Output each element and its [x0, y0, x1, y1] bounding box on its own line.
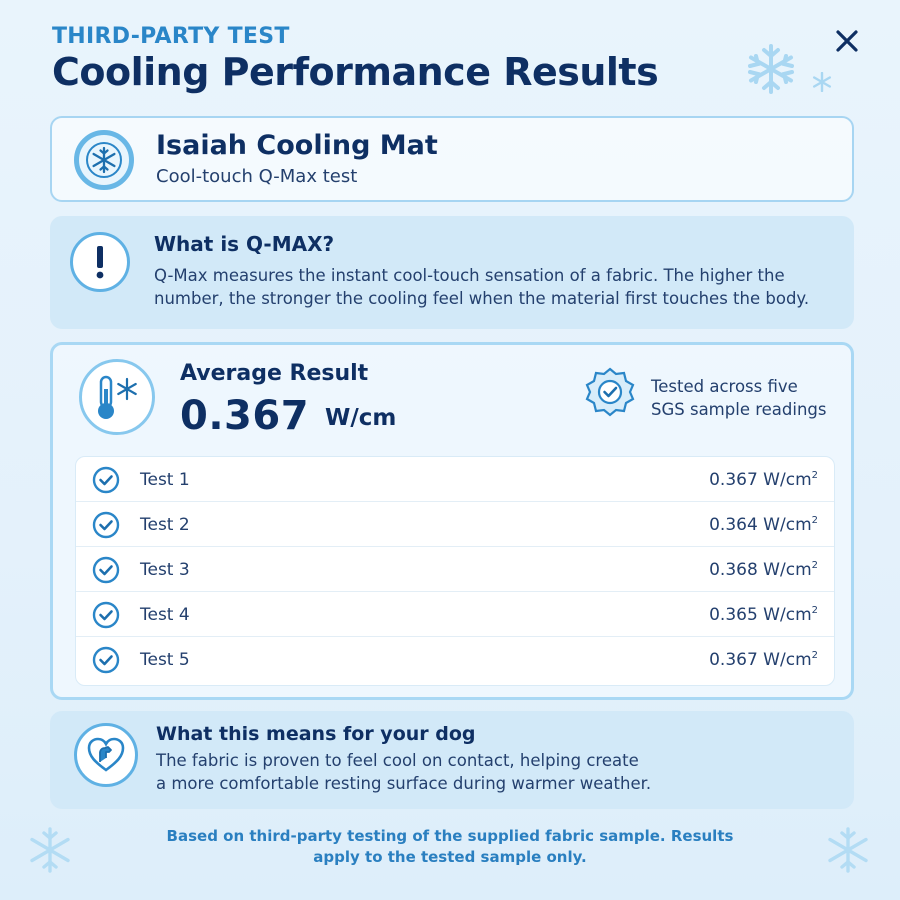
- footnote-line-2: apply to the tested sample only.: [313, 848, 587, 866]
- footnote-line-1: Based on third-party testing of the supplied fabric sample. Results: [166, 827, 734, 845]
- check-circle-icon: [92, 601, 120, 629]
- dog-benefit-title: What this means for your dog: [156, 723, 476, 745]
- dog-heart-icon: [74, 723, 138, 787]
- check-circle-icon: [92, 511, 120, 539]
- test-label: Test 5: [140, 650, 190, 670]
- sgs-badge-icon: [585, 367, 635, 417]
- test-label: Test 2: [140, 515, 190, 535]
- table-row: [76, 547, 834, 592]
- table-row: [76, 502, 834, 547]
- snowflake-icon: [74, 130, 134, 190]
- check-circle-icon: [92, 466, 120, 494]
- dog-benefit-description: [156, 749, 756, 795]
- test-value: 0.368 $W/cm^2$: [709, 560, 818, 580]
- test-label: Test 3: [140, 560, 190, 580]
- test-value: 0.367 $W/cm^2$: [709, 470, 818, 490]
- test-value: 0.365 $W/cm^2$: [709, 605, 818, 625]
- average-value: 0.367: [180, 393, 310, 439]
- product-card: [50, 116, 854, 202]
- test-value: 0.364 $W/cm^2$: [709, 515, 818, 535]
- eyebrow-label: THIRD-PARTY TEST: [52, 24, 290, 49]
- tested-line-2: SGS sample readings: [651, 400, 827, 419]
- product-subtitle: Cool-touch Q-Max test: [156, 166, 358, 187]
- footnote: [0, 826, 900, 868]
- product-name: Isaiah Cooling Mat: [156, 130, 438, 161]
- dog-line-2: a more comfortable resting surface during warmer weather.: [156, 774, 652, 793]
- exclamation-icon: [70, 232, 130, 292]
- average-results-card: [50, 342, 854, 700]
- average-unit: W/cm: [325, 405, 397, 431]
- check-circle-icon: [92, 646, 120, 674]
- test-label: Test 4: [140, 605, 190, 625]
- test-value: 0.367 $W/cm^2$: [709, 650, 818, 670]
- qmax-description: Q-Max measures the instant cool-touch sensation of a fabric. The higher the number, the stronger the cooling feel when the material first touches the body.: [154, 266, 810, 308]
- average-label: Average Result: [180, 361, 369, 386]
- check-circle-icon: [92, 556, 120, 584]
- qmax-title: What is Q-MAX?: [154, 232, 335, 256]
- tested-line-1: Tested across five: [651, 377, 798, 396]
- close-icon[interactable]: [832, 26, 862, 56]
- table-row: [76, 592, 834, 637]
- qmax-info-card: [50, 216, 854, 329]
- thermometer-snowflake-icon: [79, 359, 155, 435]
- snowflake-small-decoration-icon: [812, 72, 832, 92]
- snowflake-decoration-icon: [744, 42, 798, 96]
- page-title: Cooling Performance Results: [52, 50, 659, 94]
- test-results-table: [75, 456, 835, 686]
- table-row: [76, 637, 834, 682]
- dog-line-1: The fabric is proven to feel cool on contact, helping create: [156, 751, 639, 770]
- table-row: [76, 457, 834, 502]
- tested-note: [651, 375, 826, 421]
- dog-benefit-card: [50, 711, 854, 809]
- test-label: Test 1: [140, 470, 190, 490]
